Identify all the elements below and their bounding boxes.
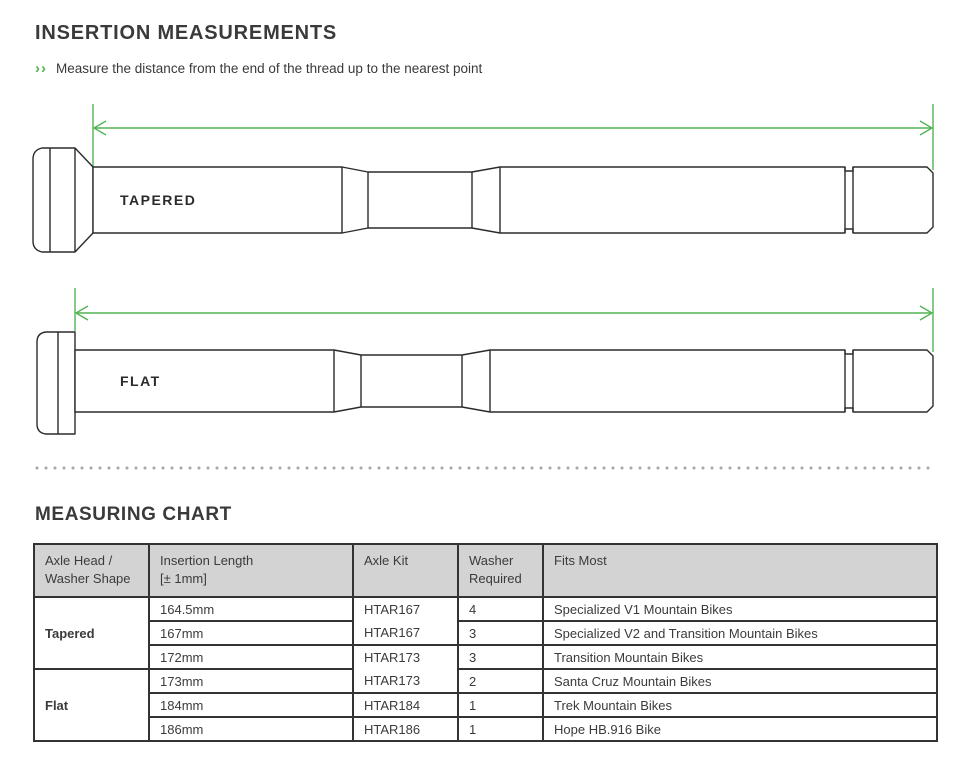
cell-group-flat: Flat (34, 669, 149, 741)
cell-axle-kit: HTAR186 (353, 717, 458, 741)
cell-insertion-length: 173mm (149, 669, 353, 693)
cell-insertion-length: 172mm (149, 645, 353, 669)
header-insertion-length: Insertion Length [± 1mm] (149, 544, 353, 597)
cell-axle-kit: HTAR167 (353, 621, 458, 645)
cell-axle-kit: HTAR173 (353, 669, 458, 693)
table-row (34, 693, 937, 717)
measuring-chart-table (33, 543, 938, 742)
cell-washers-required: 2 (458, 669, 543, 693)
header-axle-kit: Axle Kit (353, 544, 458, 597)
cell-fits-most: Hope HB.916 Bike (543, 717, 937, 741)
flat-axle-drawing (37, 332, 933, 434)
cell-washers-required: 4 (458, 597, 543, 621)
cell-axle-kit: HTAR173 (353, 645, 458, 669)
cell-axle-kit: HTAR167 (353, 597, 458, 621)
cell-fits-most: Transition Mountain Bikes (543, 645, 937, 669)
table-row (34, 621, 937, 645)
flat-dimension-arrow (75, 288, 933, 352)
header-row (34, 544, 937, 597)
table-row (34, 717, 937, 741)
cell-insertion-length: 184mm (149, 693, 353, 717)
tapered-dimension-arrow (93, 104, 933, 170)
cell-insertion-length: 186mm (149, 717, 353, 741)
cell-insertion-length: 167mm (149, 621, 353, 645)
measuring-chart-title: MEASURING CHART (35, 504, 232, 525)
insertion-measurements-title: INSERTION MEASUREMENTS (35, 22, 338, 44)
cell-fits-most: Trek Mountain Bikes (543, 693, 937, 717)
tapered-label: TAPERED (120, 192, 197, 208)
table-row (34, 645, 937, 669)
cell-group-tapered: Tapered (34, 597, 149, 669)
cell-washers-required: 1 (458, 693, 543, 717)
table-row (34, 669, 937, 693)
cell-fits-most: Specialized V2 and Transition Mountain Bikes (543, 621, 937, 645)
table-row (34, 597, 937, 621)
insertion-instruction-text: Measure the distance from the end of the thread up to the nearest point (56, 61, 483, 76)
double-chevron-icon: ›› (35, 60, 47, 77)
dotted-divider (35, 466, 935, 471)
cell-fits-most: Santa Cruz Mountain Bikes (543, 669, 937, 693)
cell-washers-required: 3 (458, 645, 543, 669)
header-washer-required: Washer Required (458, 544, 543, 597)
cell-axle-kit: HTAR184 (353, 693, 458, 717)
flat-label: FLAT (120, 373, 161, 389)
header-axle-head-washer-shape: Axle Head / Washer Shape (34, 544, 149, 597)
cell-fits-most: Specialized V1 Mountain Bikes (543, 597, 937, 621)
cell-washers-required: 1 (458, 717, 543, 741)
header-fits-most: Fits Most (543, 544, 937, 597)
cell-insertion-length: 164.5mm (149, 597, 353, 621)
cell-washers-required: 3 (458, 621, 543, 645)
